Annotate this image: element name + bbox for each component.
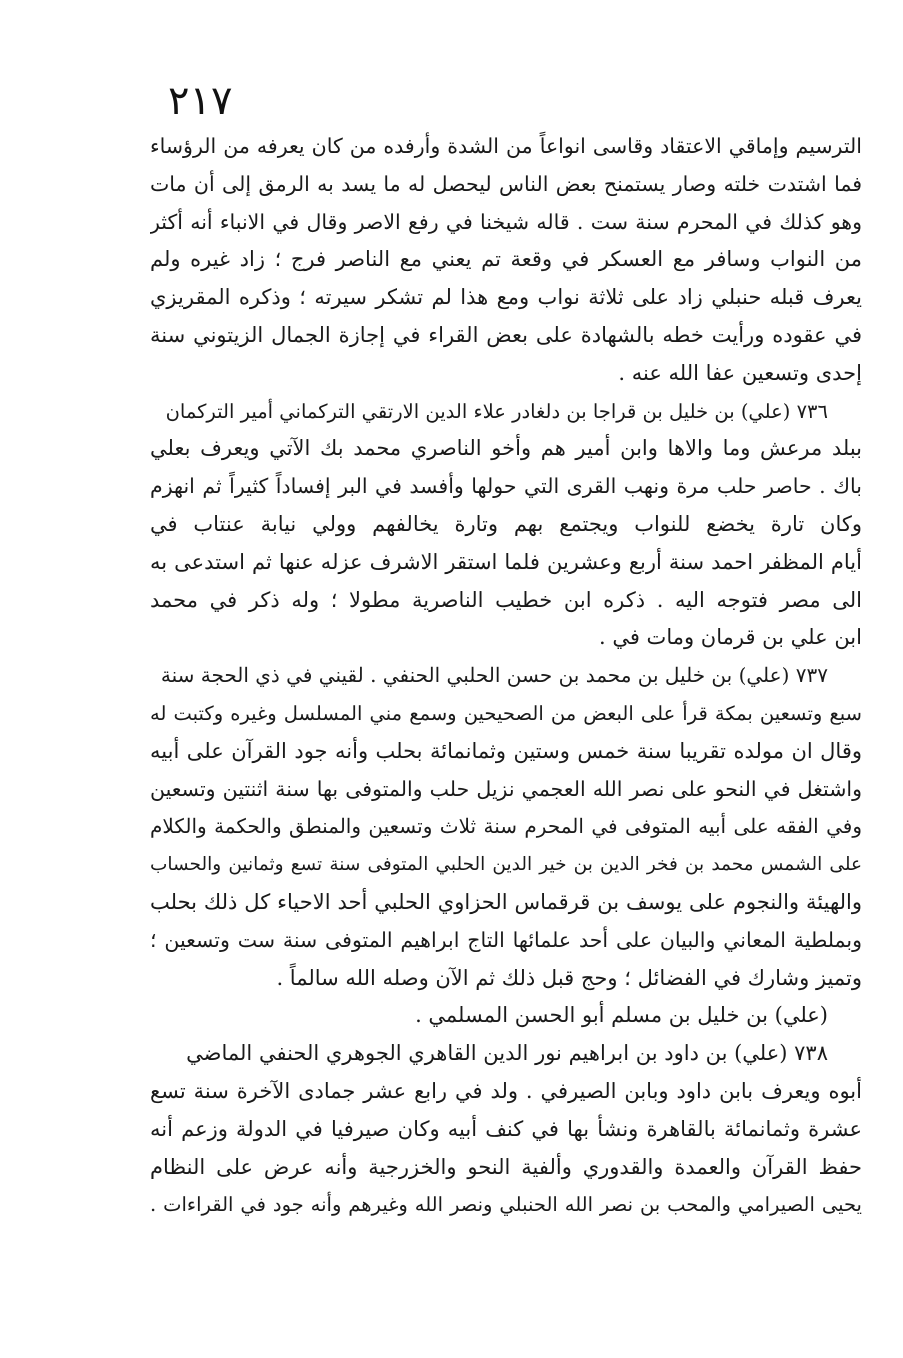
entry-first-line: ٧٣٨ (علي) بن داود بن ابراهيم نور الدين القاهري الجوهري الحنفي الماضي <box>186 1041 828 1066</box>
text-line: فما اشتدت خلته وصار يستمنح بعض الناس ليحصل له ما يسد به الرمق إلى أن مات <box>150 171 862 196</box>
text-line: وفي الفقه على أبيه المتوفى في المحرم سنة ثلاث وتسعين والمنطق والحكمة والكلام <box>150 814 862 839</box>
text-line: حفظ القرآن والعمدة والقدوري وألفية النحو والخزرجية وأنه عرض على النظام <box>150 1154 862 1179</box>
text-line: يعرف قبله حنبلي زاد على ثلاثة نواب ومع هذا لم تشكر سيرته ؛ وذكره المقريزي <box>150 285 862 310</box>
text-line: من النواب وسافر مع العسكر في وقعة تم يعني مع الناصر فرج ؛ زاد غيره ولم <box>150 247 862 272</box>
text-line: الترسيم وإماقي الاعتقاد وقاسى انواعاً من الشدة وأرفده من كان يعرفه من الرؤساء <box>150 134 862 158</box>
text-line: عشرة وثمانمائة بالقاهرة ونشأ بها في كنف أبيه وكان صيرفيا في الدولة وزعم أنه <box>150 1116 862 1141</box>
entry-first-line: ٧٣٦ (علي) بن خليل بن قراجا بن دلغادر علاء الدين الارتقي التركماني أمير التركمان <box>165 399 828 423</box>
entry-first-line: (علي) بن خليل بن مسلم أبو الحسن المسلمي . <box>415 1003 828 1028</box>
text-line: أبوه ويعرف بابن داود وبابن الصيرفي . ولد في رابع عشر جمادى الآخرة سنة تسع <box>150 1078 862 1103</box>
text-line: وبملطية المعاني والبيان على أحد علمائها التاج ابراهيم المتوفى سنة ست وتسعين ؛ <box>150 927 862 952</box>
page-body-text <box>150 128 862 1224</box>
text-line: سبع وتسعين بمكة قرأ على البعض من الصحيحين وسمع مني المسلسل وغيره وكتبت له <box>150 701 862 725</box>
text-line: إحدى وتسعين عفا الله عنه . <box>618 360 862 385</box>
text-line: والهيئة والنجوم على يوسف بن قرقماس الحزاوي الحلبي أحد الاحياء كل ذلك بحلب <box>150 889 862 914</box>
text-line: باك . حاصر حلب مرة ونهب القرى التي حولها وأفسد في البر إفساداً كثيراً ثم انهزم <box>150 474 862 499</box>
page-number: ٢١٧ <box>168 78 233 124</box>
text-line: يحيى الصيرامي والمحب بن نصر الله الحنبلي ونصر الله وغيرهم وأنه جود في القراءات . <box>150 1193 862 1217</box>
text-line: وكان تارة يخضع للنواب ويجتمع بهم وتارة يخالفهم وولي نيابة عنتاب في <box>150 511 862 536</box>
text-line: أيام المظفر احمد سنة أربع وعشرين فلما استقر الاشرف عزله عنها ثم استدعى به <box>150 549 862 574</box>
text-line: الى مصر فتوجه اليه . ذكره ابن خطيب الناصرية مطولا ؛ وله ذكر في محمد <box>150 587 862 612</box>
text-line: واشتغل في النحو على نصر الله العجمي نزيل حلب والمتوفى بها سنة اثنتين وتسعين <box>150 776 862 801</box>
text-line: ببلد مرعش وما والاها وابن أمير هم وأخو الناصري محمد بك الآتي ويعرف بعلي <box>150 436 862 461</box>
text-line: وهو كذلك في المحرم سنة ست . قاله شيخنا في رفع الاصر وقال في الانباء أنه أكثر <box>150 209 862 234</box>
entry-first-line: ٧٣٧ (علي) بن خليل بن محمد بن حسن الحلبي الحنفي . لقيني في ذي الحجة سنة <box>160 663 828 688</box>
text-line: وتميز وشارك في الفضائل ؛ وحج قبل ذلك ثم الآن وصله الله سالماً . <box>276 965 862 990</box>
text-line: في عقوده ورأيت خطه بالشهادة على بعض القراء في إجازة الجمال الزيتوني سنة <box>150 322 862 347</box>
text-line: ابن علي بن قرمان ومات في . <box>598 625 862 650</box>
text-line: على الشمس محمد بن فخر الدين بن خير الدين الحلبي المتوفى سنة تسع وثمانين والحساب <box>150 854 862 876</box>
text-line: وقال ان مولده تقريبا سنة خمس وستين وثمانمائة بحلب وأنه جود القرآن على أبيه <box>150 738 862 763</box>
